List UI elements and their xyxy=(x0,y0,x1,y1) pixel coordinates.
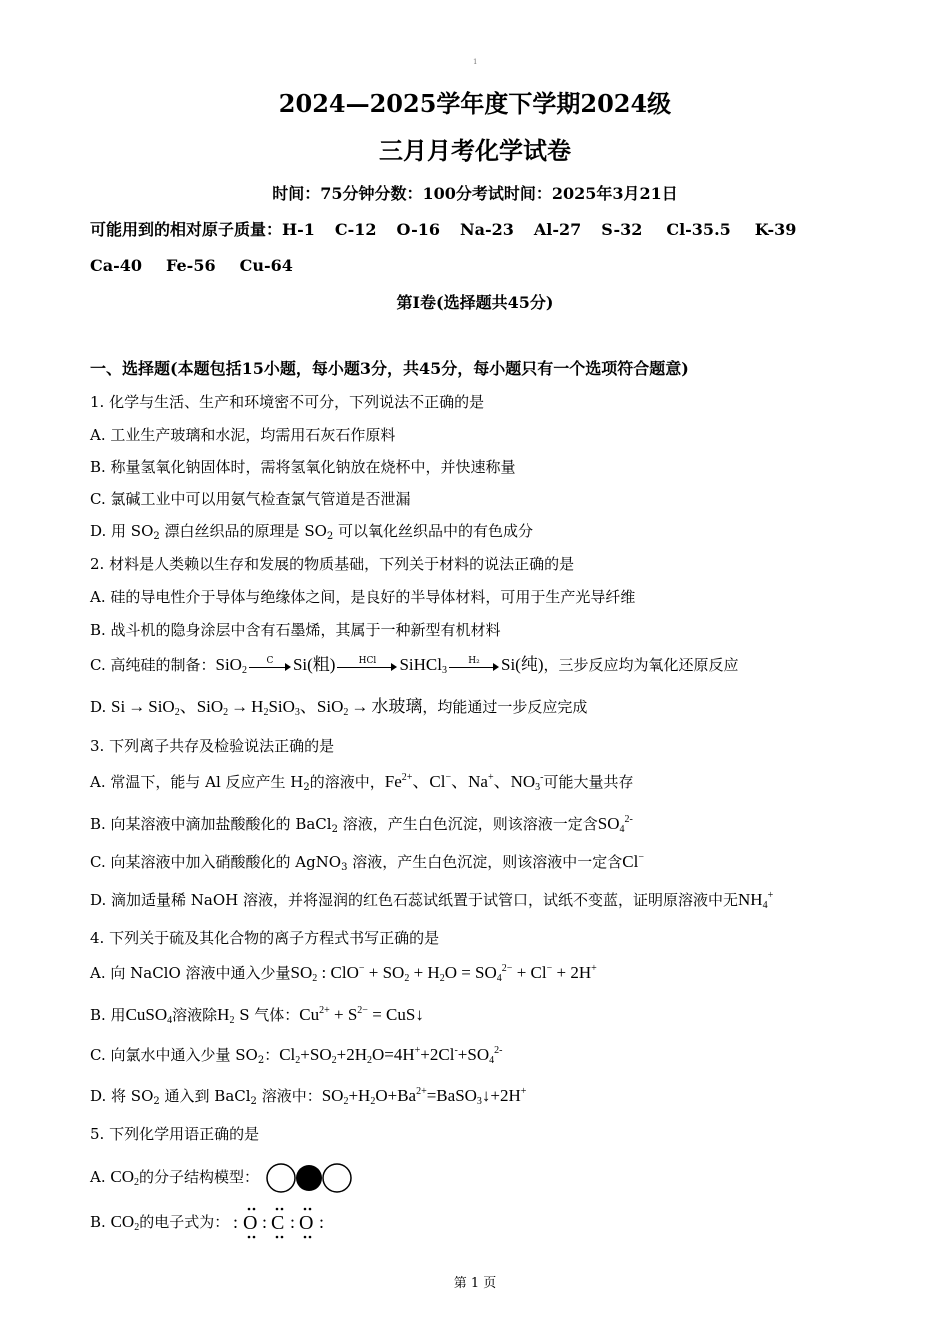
q1-option-b: B. 称量氢氧化钠固体时，需将氢氧化钠放在烧杯中，并快速称量 xyxy=(90,458,516,476)
svg-text::: : xyxy=(319,1212,325,1232)
q4-b-part3: S 气体： xyxy=(239,1006,300,1024)
q2-option-b: B. 战斗机的隐身涂层中含有石墨烯，其属于一种新型有机材料 xyxy=(90,621,501,639)
atomic-mass-row1 xyxy=(90,220,816,240)
q1-d-part3: 可以氧化丝织品中的有色成分 xyxy=(338,522,534,540)
q1-stem: 1. 化学与生活、生产和环境密不可分，下列说法不正确的是 xyxy=(90,393,485,411)
q4-d-part1: D. 将 SO xyxy=(90,1087,154,1105)
exam-info: 时间：75分钟分数：100分考试时间：2025年3月21日 xyxy=(272,184,678,203)
exam-title-line1: 2024—2025学年度下学期2024级 xyxy=(278,89,672,118)
q3-option-d: D. 滴加适量稀 NaOH 溶液，并将湿润的红色石蕊试纸置于试管口，试纸不变蓝，证明原溶液中无$NH_4^+$ xyxy=(90,890,774,911)
q2-c-mid3: Si(纯) xyxy=(500,655,544,674)
q2-stem: 2. 材料是人类赖以生存和发展的物质基础，下列关于材料的说法正确的是 xyxy=(90,555,575,573)
svg-text:C: C xyxy=(271,1212,285,1234)
q3-option-c: C. 向某溶液中加入硝酸酸化的 AgNO$_3$ 溶液，产生白色沉淀，则该溶液中一定含Cl− xyxy=(90,852,644,873)
q1-option-c: C. 氯碱工业中可以用氨气检查氯气管道是否泄漏 xyxy=(90,490,411,508)
q4-a-part1: A. 向 NaClO 溶液中通入少量 xyxy=(90,964,291,982)
svg-text::: : xyxy=(290,1212,296,1232)
q2-d-prefix: D. xyxy=(90,698,107,716)
q4-d-part2: 通入到 BaCl xyxy=(164,1087,251,1105)
q3-d-part1: D. 滴加适量稀 NaOH 溶液，并将湿润的红色石蕊试纸置于试管口，试纸不变蓝，证明原溶液中无 xyxy=(90,891,739,909)
reaction-arrow: H₂ xyxy=(449,659,499,673)
q3-c-part2: 溶液，产生白色沉淀，则该溶液中一定含 xyxy=(352,853,623,871)
atomic-mass-item: Ca-40 xyxy=(90,256,143,275)
q2-c-mid1: Si(粗) xyxy=(292,655,336,674)
atomic-mass-row2 xyxy=(90,256,313,276)
q4-option-b: B. 用CuSO$_4$溶液除$H_2$ S 气体：$Cu^{2+} + S^{2-}$ = CuS↓ xyxy=(90,1005,424,1026)
q3-b-part2: 溶液，产生白色沉淀，则该溶液一定含 xyxy=(342,815,598,833)
atomic-mass-item: H-1 xyxy=(282,220,315,239)
q1-option-d: D. 用 $SO_2$ 漂白丝织品的原理是 $SO_2$ 可以氧化丝织品中的有色成分 xyxy=(90,522,534,542)
q4-option-a: A. 向 NaClO 溶液中通入少量$SO_2$ : $ClO^- + SO_2 + H_2O = SO_4^{2-} + Cl^- + 2H^+$ xyxy=(90,963,597,984)
q2-c-prefix: C. 高纯硅的制备： xyxy=(90,656,216,674)
co2-molecule-model xyxy=(265,1162,353,1194)
page-mark: 1 xyxy=(473,58,478,66)
co2-electron-formula xyxy=(233,1206,333,1240)
q1-option-a: A. 工业生产玻璃和水泥，均需用石灰石作原料 xyxy=(90,426,396,444)
q5-stem: 5. 下列化学用语正确的是 xyxy=(90,1125,260,1143)
q3-option-a: A. 常温下，能与 Al 反应产生 $H_2$的溶液中，$Fe^{2+}$、Cl−、Na+、$NO_3^-$可能大量共存 xyxy=(90,772,634,793)
q5-option-a: A. $CO_2$的分子结构模型： xyxy=(90,1162,353,1194)
volume-title: 第Ⅰ卷(选择题共45分) xyxy=(396,293,554,312)
q3-option-b: B. 向某溶液中滴加盐酸酸化的 BaCl$_2$ 溶液，产生白色沉淀，则该溶液一定含$SO_4^{2-}$ xyxy=(90,814,633,835)
atomic-mass-item: Cl-35.5 xyxy=(666,220,731,239)
q4-stem: 4. 下列关于硫及其化合物的离子方程式书写正确的是 xyxy=(90,929,440,947)
q2-option-a: A. 硅的导电性介于导体与绝缘体之间，是良好的半导体材料，可用于生产光导纤维 xyxy=(90,588,636,606)
atomic-mass-item: K-39 xyxy=(754,220,797,239)
q2-option-d: D. Si → SiO$_2$、$SiO_2 \to H_2SiO_3$、SiO$_2$ → 水玻璃，均能通过一步反应完成 xyxy=(90,697,588,718)
q1-d-part2: 漂白丝织品的原理是 xyxy=(164,522,300,540)
section-title: 一、选择题(本题包括15小题，每小题3分，共45分，每小题只有一个选项符合题意) xyxy=(90,359,689,378)
q4-b-part2: 溶液除 xyxy=(172,1006,218,1024)
q5-a-part1: A. xyxy=(90,1168,106,1186)
q3-a-part3: 可能大量共存 xyxy=(543,773,634,791)
q4-option-c: C. 向氯水中通入少量 $SO_2$：$Cl_2+SO_2+2H_2O=4H^++2Cl^-+SO_4^{2-}$ xyxy=(90,1045,503,1066)
q3-stem: 3. 下列离子共存及检验说法正确的是 xyxy=(90,737,335,755)
svg-text:O: O xyxy=(299,1212,314,1234)
q4-b-part1: B. 用 xyxy=(90,1006,126,1024)
q3-a-part2: 的溶液中， xyxy=(309,773,385,791)
page-footer: 第 1 页 xyxy=(453,1276,497,1291)
q4-option-d: D. 将 $SO_2$ 通入到 BaCl$_2$ 溶液中：$SO_2+H_2O+Ba^{2+}=BaSO_3↓+2H^+$ xyxy=(90,1086,527,1107)
q2-option-c: C. 高纯硅的制备：SiO$_2$ C Si(粗) HCl SiHCl$_3$ H₂ Si(纯)，三步反应均为氧化还原反应 xyxy=(90,655,739,676)
q4-d-part3: 溶液中： xyxy=(261,1087,322,1105)
q5-b-part1: B. xyxy=(90,1213,106,1231)
q2-c-suffix: ，三步反应均为氧化还原反应 xyxy=(543,656,739,674)
q2-d-suffix: ，均能通过一步反应完成 xyxy=(422,698,588,716)
q3-c-part1: C. 向某溶液中加入硝酸酸化的 AgNO xyxy=(90,853,342,871)
q5-b-part2: 的电子式为： xyxy=(139,1213,230,1231)
atomic-mass-item: Na-23 xyxy=(459,220,514,239)
atomic-mass-item: Al-27 xyxy=(533,220,582,239)
svg-text::: : xyxy=(233,1212,239,1232)
q4-c-part2: ： xyxy=(264,1046,280,1064)
atomic-mass-item: Fe-56 xyxy=(166,256,216,275)
atomic-mass-item: O-16 xyxy=(396,220,440,239)
q1-d-part1: D. 用 xyxy=(90,522,127,540)
q5-option-b: B. $CO_2$的电子式为： : O : C : O : xyxy=(90,1206,333,1240)
atomic-mass-label: 可能用到的相对原子质量： xyxy=(90,220,283,239)
atomic-mass-item: C-12 xyxy=(334,220,377,239)
atomic-mass-item: Cu-64 xyxy=(239,256,293,275)
svg-text:O: O xyxy=(243,1212,258,1234)
q4-c-part1: C. 向氯水中通入少量 SO xyxy=(90,1046,258,1064)
q3-a-part1: A. 常温下，能与 Al 反应产生 H xyxy=(90,773,304,791)
reaction-arrow: HCl xyxy=(337,659,397,673)
q3-b-part1: B. 向某溶液中滴加盐酸酸化的 BaCl xyxy=(90,815,332,833)
reaction-arrow: C xyxy=(249,659,291,673)
q5-a-part2: 的分子结构模型： xyxy=(139,1168,260,1186)
svg-text::: : xyxy=(262,1212,268,1232)
atomic-mass-item: S-32 xyxy=(601,220,643,239)
water-glass: 水玻璃 xyxy=(371,697,423,716)
exam-title-line2: 三月月考化学试卷 xyxy=(379,136,571,165)
